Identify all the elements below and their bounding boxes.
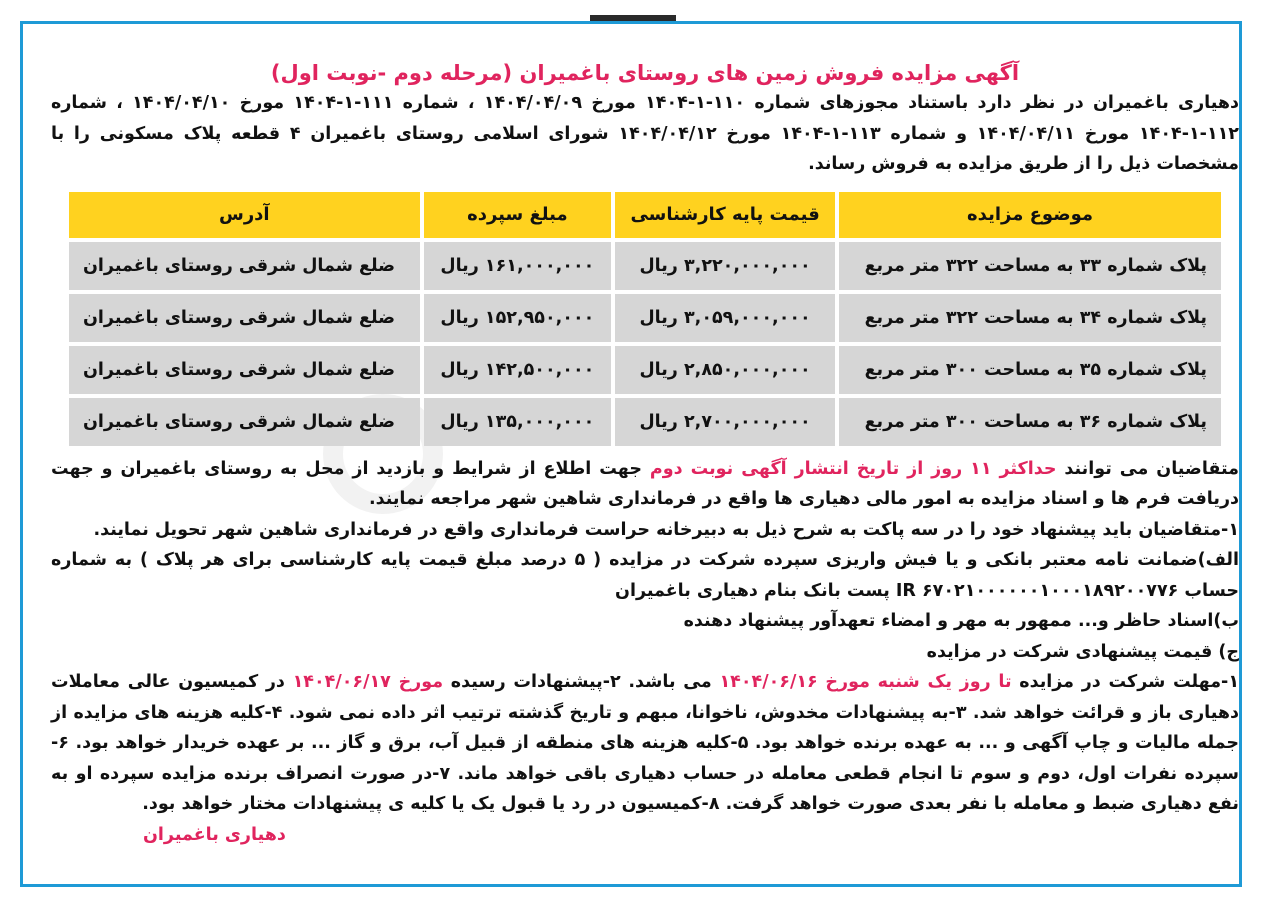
item-a: الف)ضمانت نامه معتبر بانکی و یا فیش واریزی سپرده شرکت در مزایده ( ۵ درصد مبلغ قیمت پایه کارشناسی برای هر پلاک ) به شماره حساب IR ۶۷۰۲۱۰۰۰۰۰۰۱۰۰۰۱۸۹۲۰۰۷۷۶ پست بانک بنام دهیاری باغمیران	[51, 550, 1239, 601]
row-address: ضلع شمال شرقی روستای باغمیران	[69, 346, 420, 394]
table-row	[69, 242, 1221, 290]
applicants-after: جهت اطلاع از شرایط و بازدید از محل به روستای باغمیران و جهت دریافت فرم ها و اسناد مزایده به امور مالی دهیاری ها واقع در فرمانداری شاهین شهر مراجعه نمایند.	[51, 458, 1239, 509]
row-subject: پلاک شماره ۳۳ به مساحت ۳۲۲ متر مربع	[839, 242, 1221, 290]
item-c: ج) قیمت پیشنهادی شرکت در مزایده	[926, 641, 1239, 662]
item-b: ب)اسناد حاظر و... ممهور به مهر و امضاء تعهدآور پیشنهاد دهنده	[683, 611, 1239, 631]
row-deposit: ۱۳۵,۰۰۰,۰۰۰ ریال	[424, 398, 612, 446]
row-price: ۲,۸۵۰,۰۰۰,۰۰۰ ریال	[615, 346, 835, 394]
item-1: ۱-متقاضیان باید پیشنهاد خود را در سه پاکت به شرح ذیل به دبیرخانه حراست فرمانداری واقع در فرمانداری شاهین شهر تحویل نمایند.	[93, 519, 1239, 540]
notice-frame	[20, 21, 1242, 887]
row-subject: پلاک شماره ۳۶ به مساحت ۳۰۰ متر مربع	[839, 398, 1221, 446]
signature: دهیاری باغمیران	[143, 824, 286, 845]
table-header-row	[69, 192, 1221, 238]
row-deposit: ۱۶۱,۰۰۰,۰۰۰ ریال	[424, 242, 612, 290]
row-price: ۳,۲۲۰,۰۰۰,۰۰۰ ریال	[615, 242, 835, 290]
terms-part3: در کمیسیون عالی معاملات دهیاری باز و قرائت خواهد شد. ۳-به پیشنهادات مخدوش، ناخوانا، مبهم و تاریخ گذشته ترتیب اثر داده نمی شود. ۴-کلیه هزینه های مزایده از جمله مالیات و چاپ آگهی و ... به عهده برنده خواهد بود. ۵-کلیه هزینه های منطقه از قبیل آب، برق و گاز ... بر عهده خریدار خواهد بود. ۶-سپرده نفرات اول، دوم و سوم تا انجام قطعی معامله در حساب دهیاری باقی خواهد ماند. ۷-در صورت انصراف برنده مزایده سپرده او به نفع دهیاری ضبط و معامله با نفر بعدی صورت خواهد گرفت. ۸-کمیسیون در رد یا قبول یک یا کلیه ی پیشنهادات مختار خواهد بود.	[51, 672, 1240, 814]
header-subject: موضوع مزایده	[839, 192, 1221, 238]
terms-part1: ۱-مهلت شرکت در مزایده	[1011, 672, 1240, 692]
row-subject: پلاک شماره ۳۴ به مساحت ۳۲۲ متر مربع	[839, 294, 1221, 342]
row-subject: پلاک شماره ۳۵ به مساحت ۳۰۰ متر مربع	[839, 346, 1221, 394]
intro-paragraph: دهیاری باغمیران در نظر دارد باستناد مجوزهای شماره ۱۱۰-۱-۱۴۰۴ مورخ ۱۴۰۴/۰۴/۰۹ ، شماره ۱۱۱-۱-۱۴۰۴ مورخ ۱۴۰۴/۰۴/۱۰ ، شماره ۱۱۲-۱-۱۴۰۴ مورخ ۱۴۰۴/۰۴/۱۱ و شماره ۱۱۳-۱-۱۴۰۴ مورخ ۱۴۰۴/۰۴/۱۲ شورای اسلامی روستای باغمیران ۴ قطعه پلاک مسکونی را با مشخصات ذیل را از طریق مزایده به فروش رساند.	[51, 93, 1239, 174]
row-address: ضلع شمال شرقی روستای باغمیران	[69, 242, 420, 290]
row-address: ضلع شمال شرقی روستای باغمیران	[69, 398, 420, 446]
notice-content	[51, 58, 1239, 850]
terms-paragraph	[51, 667, 1240, 845]
terms-opening-date: مورخ ۱۴۰۴/۰۶/۱۷	[292, 672, 444, 692]
auction-table	[65, 188, 1225, 450]
notice-title: آگهی مزایده فروش زمین های روستای باغمیران (مرحله دوم -نوبت اول)	[270, 61, 1020, 85]
row-deposit: ۱۵۲,۹۵۰,۰۰۰ ریال	[424, 294, 612, 342]
row-price: ۲,۷۰۰,۰۰۰,۰۰۰ ریال	[615, 398, 835, 446]
row-price: ۳,۰۵۹,۰۰۰,۰۰۰ ریال	[615, 294, 835, 342]
terms-part2: می باشد. ۲-پیشنهادات رسیده	[443, 672, 720, 692]
row-deposit: ۱۴۲,۵۰۰,۰۰۰ ریال	[424, 346, 612, 394]
terms-deadline: تا روز یک شنبه مورخ ۱۴۰۴/۰۶/۱۶	[719, 672, 1012, 692]
header-deposit: مبلغ سپرده	[424, 192, 612, 238]
table-row	[69, 346, 1221, 394]
table-row	[69, 398, 1221, 446]
applicants-before: متقاضیان می توانند	[1056, 458, 1239, 479]
table-row	[69, 294, 1221, 342]
applicants-deadline: حداکثر ۱۱ روز از تاریخ انتشار آگهی نوبت دوم	[649, 458, 1057, 479]
row-address: ضلع شمال شرقی روستای باغمیران	[69, 294, 420, 342]
header-price: قیمت پایه کارشناسی	[615, 192, 835, 238]
applicants-paragraph	[51, 454, 1239, 515]
header-address: آدرس	[69, 192, 420, 238]
